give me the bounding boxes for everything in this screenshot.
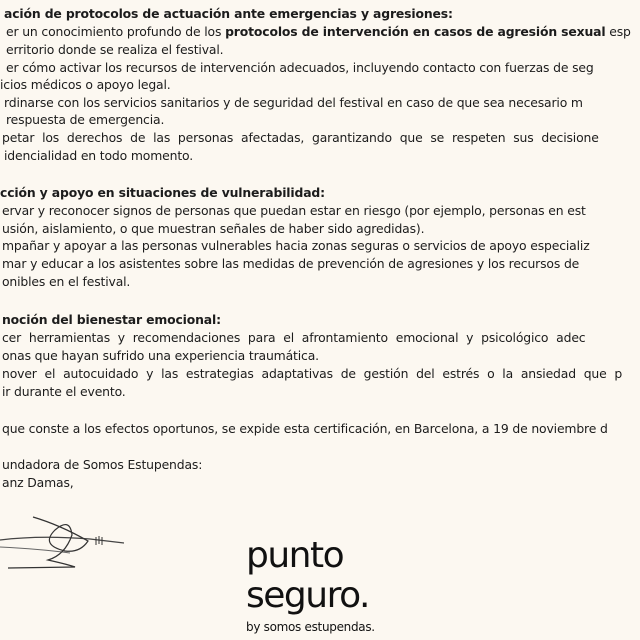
certification-text: que conste a los efectos oportunos, se expide esta certificación, en Barcelona, a 19 de noviembre d (2, 421, 608, 436)
text-line: nover el autocuidado y las estrategias adaptativas de gestión del estrés o la ansiedad que p (2, 366, 623, 381)
text: esp (605, 24, 631, 39)
section-heading: ación de protocolos de actuación ante emergencias y agresiones: (4, 6, 453, 21)
section-heading: noción del bienestar emocional: (2, 312, 221, 327)
text-line: cer herramientas y recomendaciones para el afrontamiento emocional y psicológico adec (2, 330, 586, 345)
text-line: onibles en el festival. (2, 274, 131, 289)
text-line: ervar y reconocer signos de personas que puedan estar en riesgo (por ejemplo, personas en est (2, 203, 586, 218)
text-line: ir durante el evento. (2, 384, 126, 399)
punto-seguro-logo (246, 536, 369, 616)
signer-name: anz Damas, (2, 475, 74, 490)
text-line: respuesta de emergencia. (6, 112, 165, 127)
text-line: usión, aislamiento, o que muestran señales de haber sido agredidas). (2, 221, 425, 236)
bold-text: protocolos de intervención en casos de agresión sexual (225, 24, 606, 39)
text-line: petar los derechos de las personas afectadas, garantizando que se respeten sus decisione (2, 130, 599, 145)
logo-line-2: seguro. (246, 575, 369, 616)
signature (0, 505, 130, 575)
text-line: mpañar y apoyar a las personas vulnerables hacia zonas seguras o servicios de apoyo especializ (2, 238, 590, 253)
text: er un conocimiento profundo de los (6, 24, 226, 39)
logo-tagline: by somos estupendas. (246, 620, 375, 634)
text-line: icios médicos o apoyo legal. (0, 77, 171, 92)
text-line (6, 24, 631, 40)
text-line: idencialidad en todo momento. (4, 148, 194, 163)
text-line: erritorio donde se realiza el festival. (6, 42, 224, 57)
signer-role: undadora de Somos Estupendas: (2, 457, 203, 472)
text-line: mar y educar a los asistentes sobre las medidas de prevención de agresiones y los recursos de (2, 256, 580, 271)
text-line: er cómo activar los recursos de intervención adecuados, incluyendo contacto con fuerzas de seg (6, 60, 594, 75)
text-line: onas que hayan sufrido una experiencia traumática. (2, 348, 319, 363)
logo-line-1: punto (246, 535, 344, 576)
section-heading: cción y apoyo en situaciones de vulnerabilidad: (0, 185, 325, 200)
text-line: rdinarse con los servicios sanitarios y de seguridad del festival en caso de que sea necesario m (4, 95, 583, 110)
